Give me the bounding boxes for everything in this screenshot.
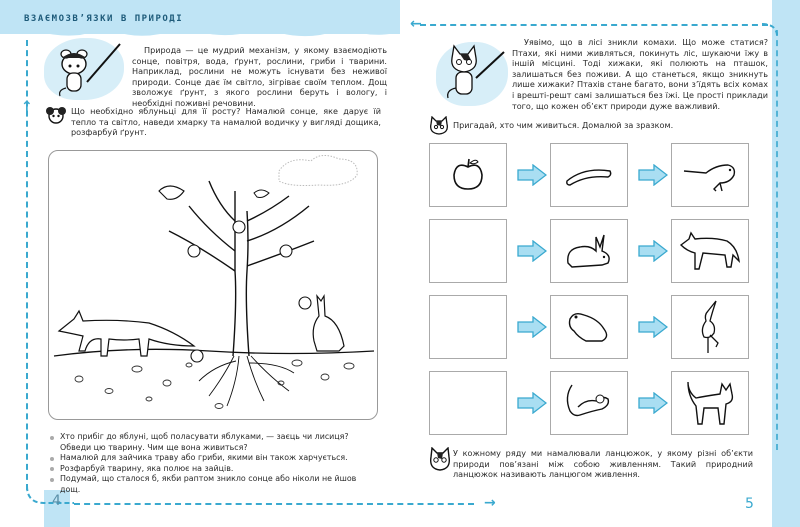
mouse-face-icon (44, 105, 68, 125)
bullet-item: Намалюй для зайчика траву або гриби, якими він також харчується. (48, 453, 378, 464)
arrow-up-icon: ↑ (21, 99, 33, 115)
chain-cell-apple[interactable] (429, 143, 507, 207)
coloring-illustration[interactable] (48, 150, 378, 420)
cat-face-icon (428, 116, 450, 136)
section-title: ВЗАЄМОЗВ’ЯЗКИ В ПРИРОДІ (24, 14, 184, 24)
heron-icon (690, 299, 730, 355)
chain-cell-frog[interactable] (550, 295, 628, 359)
chain-arrow-icon (638, 164, 668, 186)
food-chain-task: Пригадай, хто чим живиться. Домалюй за зразком. (453, 120, 674, 130)
page-number-right: 5 (745, 496, 754, 512)
tree-scene-drawing (49, 151, 379, 421)
apple-tree (169, 181, 314, 356)
chain-arrow-icon (638, 392, 668, 414)
task-bullet-list (48, 432, 378, 495)
chain-arrow-icon (638, 316, 668, 338)
caterpillar-icon (564, 163, 614, 187)
chain-cell-heron[interactable] (671, 295, 749, 359)
food-chain-conclusion: У кожному ряду ми намалювали ланцюжок, у якому різні об’єкти природи пов’язані між собою живленням. Такий природний ланцюжок називають ланцюгом живлення. (453, 448, 753, 480)
chain-cell-rabbit[interactable] (550, 219, 628, 283)
chain-cell-bird[interactable] (671, 143, 749, 207)
cat-face-icon (428, 447, 452, 473)
apple-icon (448, 155, 488, 195)
bullet-item: Хто прибіг до яблуні, щоб поласувати яблуками, — заєць чи лисиця? Обведи цю тварину. Чим ще вона живиться? (48, 432, 378, 453)
intro-paragraph-right: Уявімо, що в лісі зникли комахи. Що може статися? Птахи, які ними живляться, покинуть ліс, шукаючи їжу в іншій місцині. Тоді хижаки, які полюють на пташок, залишаться без поживи. А що станеться, якщо зникнуть лише хижаки? Птахів стане багато, вони з’їдять всіх комах і врешті-решт самі залишаться без їжі. Це прості приклади того, що кожен об’єкт природи дуже важливий. (512, 37, 768, 111)
arrow-left-icon: ← (410, 16, 422, 32)
dashed-path-top (420, 24, 768, 26)
bullet-item: Подумай, що сталося б, якби раптом зникло сонце або ніколи не йшов дощ. (48, 474, 378, 495)
bullet-item: Розфарбуй тварину, яка полює на зайців. (48, 464, 378, 475)
bird-left (159, 186, 184, 199)
chain-cell-empty[interactable] (429, 295, 507, 359)
frog-icon (564, 307, 614, 347)
chain-cell-cat[interactable] (671, 371, 749, 435)
dashed-path-bottom (74, 503, 474, 505)
intro-paragraph: Природа — це мудрий механізм, у якому взаємодіють сонце, повітря, вода, ґрунт, рослини, гриби і тварини. Наприклад, рослини не можуть існувати без неживої природи. Сонце дає їм світло, зігріває своїм теплом. Дощ зволожує ґрунт, з якого рослини беруть і вологу, і необхідні поживні речовини. (132, 45, 387, 108)
chain-arrow-icon (517, 316, 547, 338)
chain-cell-mouse[interactable] (550, 371, 628, 435)
chain-cell-empty[interactable] (429, 371, 507, 435)
task-instruction: Що необхідно яблуньці для її росту? Намалюй сонце, яке дарує їй тепло та світло, наведи хмарку та намалюй водичку у вигляді дощика, розфарбуй ґрунт. (71, 106, 381, 138)
dotted-cloud-outline (279, 155, 357, 185)
chain-cell-caterpillar[interactable] (550, 143, 628, 207)
chain-arrow-icon (517, 164, 547, 186)
arrow-right-icon: → (484, 495, 496, 511)
chain-arrow-icon (517, 392, 547, 414)
dashed-path-right (776, 30, 778, 450)
chain-arrow-icon (517, 240, 547, 262)
mouse-icon (562, 381, 616, 425)
chain-cell-empty[interactable] (429, 219, 507, 283)
page-number-left: 4 (52, 493, 61, 509)
chain-cell-wolf[interactable] (671, 219, 749, 283)
hare (313, 296, 344, 351)
rabbit-icon (562, 229, 616, 273)
chain-arrow-icon (638, 240, 668, 262)
bird-right (254, 190, 269, 198)
apples (188, 221, 311, 362)
cat-teacher-illustration (438, 40, 508, 104)
wolf-icon (677, 229, 743, 273)
soil-pebbles (75, 360, 354, 409)
cat-icon (682, 376, 738, 430)
header-torn-edge (0, 28, 400, 38)
mouse-teacher-illustration (52, 40, 122, 100)
bird-icon (680, 155, 740, 195)
